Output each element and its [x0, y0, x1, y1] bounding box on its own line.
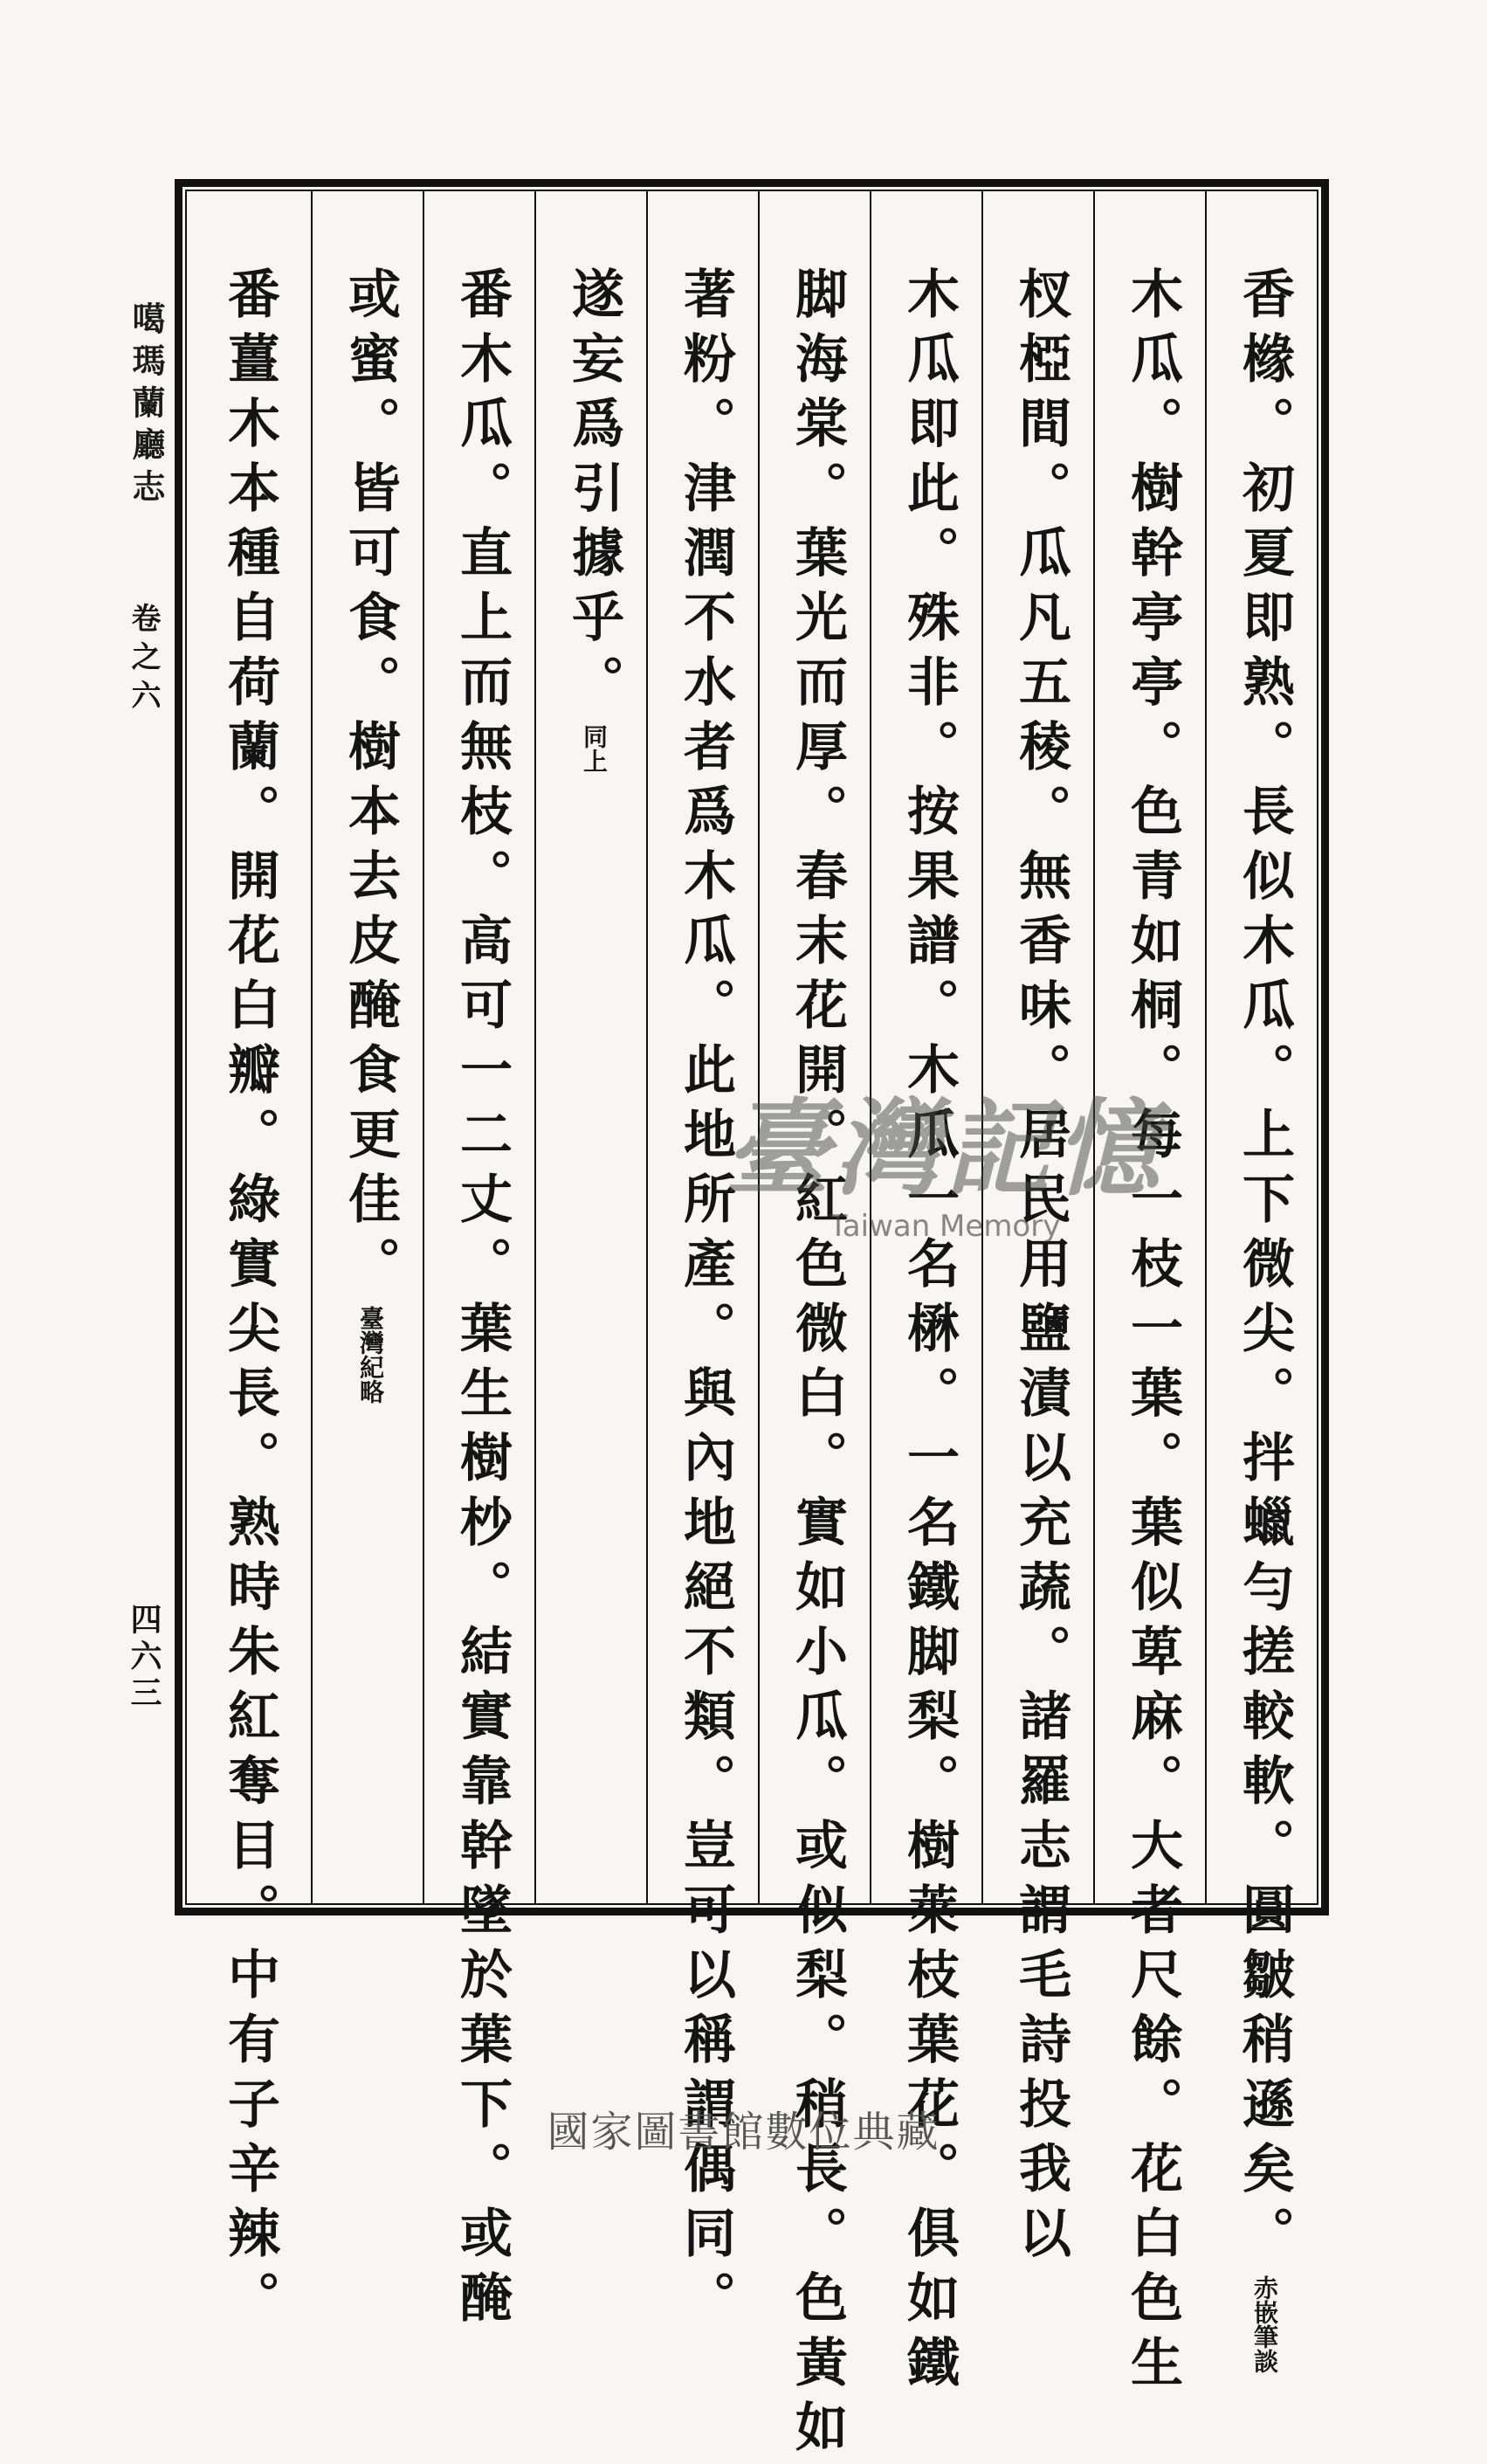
watermark — [725, 1066, 1165, 1244]
source-note: 赤嵌筆談 — [1250, 2275, 1279, 2373]
text-column-8 — [451, 266, 513, 2335]
column-rule — [311, 190, 313, 1905]
column-text: 香橼。初夏即熟。長似木瓜。上下微尖。拌蠟勻搓較軟。圓皺稍遜矣。 — [1234, 266, 1295, 2270]
source-note: 臺灣紀略 — [356, 1306, 385, 1404]
page-number: 四六三 — [126, 1603, 162, 1713]
text-column-6 — [675, 266, 736, 2335]
column-text: 或蜜。皆可食。樹本去皮醃食更佳。 — [340, 266, 401, 1301]
column-text: 遂妄爲引據乎。 — [563, 266, 624, 719]
column-rule — [981, 190, 983, 1905]
column-rule — [1093, 190, 1095, 1905]
text-column-2 — [1122, 266, 1183, 2399]
column-text: 木瓜。樹幹亭亭。色青如桐。每一枝一葉。葉似萆麻。大者尺餘。花白色生 — [1122, 266, 1183, 2399]
column-text: 脚海棠。葉光而厚。春末花開。紅色微白。實如小瓜。或似梨。稍長。色黃如 — [787, 266, 848, 2464]
column-rule — [534, 190, 536, 1905]
text-column-3 — [1010, 266, 1071, 2270]
source-note: 同上 — [580, 724, 609, 773]
watermark-sub: Taiwan Memory — [829, 1209, 1061, 1244]
text-column-7 — [563, 266, 624, 773]
text-column-10 — [219, 266, 280, 2335]
column-text: 番薑木本種自荷蘭。開花白瓣。綠實尖長。熟時朱紅奪目。中有子辛辣。 — [219, 266, 280, 2335]
text-column-4 — [898, 266, 960, 2399]
column-rule — [758, 190, 760, 1905]
column-text: 番木瓜。直上而無枝。高可一二丈。葉生樹杪。結實靠幹墜於葉下。或醃 — [451, 266, 513, 2335]
text-column-9 — [340, 266, 401, 1404]
watermark-main: 臺灣記憶 — [725, 1087, 1165, 1211]
column-rule — [646, 190, 648, 1905]
column-text: 著粉。津潤不水者爲木瓜。此地所產。與內地絕不類。豈可以稱謂偶同。 — [675, 266, 736, 2335]
column-rule — [423, 190, 424, 1905]
footer-credit: 國家圖書館數位典藏 — [547, 2108, 940, 2157]
column-rule — [1205, 190, 1207, 1905]
volume-label: 卷之六 — [126, 603, 161, 718]
column-text: 木瓜即此。殊非。按果譜。木瓜一名楙。一名鐵脚梨。樹萊枝葉花。俱如鐵 — [898, 266, 960, 2399]
text-column-1 — [1234, 266, 1295, 2373]
book-title: 噶瑪蘭廳志 — [127, 301, 166, 511]
column-rule — [870, 190, 871, 1905]
column-text: 杈椏間。瓜凡五稜。無香味。居民用鹽漬以充蔬。諸羅志謂毛詩投我以 — [1010, 266, 1071, 2270]
